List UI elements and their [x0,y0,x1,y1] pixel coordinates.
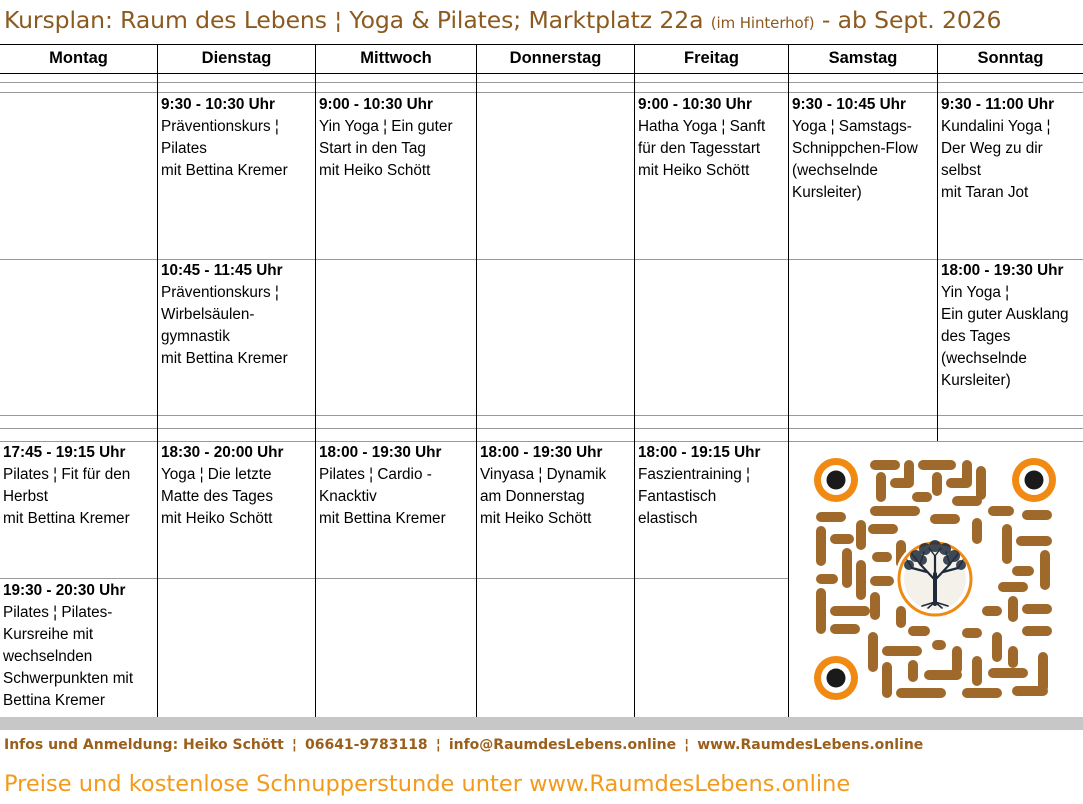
class-time: 10:45 - 11:45 Uhr [161,262,283,279]
class-text: Kundalini Yoga ¦ [941,118,1051,135]
class-time: 17:45 - 19:15 Uhr [3,444,126,461]
contact-name: Infos und Anmeldung: Heiko Schött [4,737,284,753]
class-instructor: Kursleiter) [792,184,862,201]
class-text: (wechselnde [792,162,878,179]
class-text: für den Tagesstart [638,140,761,157]
class-text: Yoga ¦ Samstags- [792,118,912,135]
class-text: des Tages [941,328,1011,345]
promo-text: Preise und kostenlose Schnupperstunde unter www.RaumdesLebens.online [4,771,851,797]
class-text: wechselnden [3,648,93,665]
class-text: Pilates [161,140,207,157]
contact-info [4,737,923,753]
class-text: Pilates ¦ Cardio - [319,466,432,483]
class-instructor: mit Heiko Schött [319,162,431,179]
day-header-tuesday: Dienstag [201,49,272,67]
class-text: Pilates ¦ Pilates- [3,604,113,621]
class-entry [161,94,288,182]
class-entry [161,442,283,530]
class-time: 18:00 - 19:15 Uhr [638,444,761,461]
column-divider [315,44,316,717]
separator: ¦ [684,737,690,753]
class-text: Ein guter Ausklang [941,306,1069,323]
class-instructor: mit Bettina Kremer [3,510,130,527]
class-entry [941,94,1054,204]
class-time: 19:30 - 20:30 Uhr [3,582,126,599]
class-text: Schnippchen-Flow [792,140,918,157]
class-text: (wechselnde [941,350,1027,367]
class-instructor: mit Heiko Schött [638,162,750,179]
class-time: 9:00 - 10:30 Uhr [638,96,752,113]
day-header-saturday: Samstag [828,49,898,67]
class-entry [480,442,606,530]
class-text: Yin Yoga ¦ [941,284,1010,301]
class-text: Knacktiv [319,488,377,505]
class-instructor: Bettina Kremer [3,692,106,709]
class-text: selbst [941,162,981,179]
class-text: Start in den Tag [319,140,426,157]
class-time: 18:30 - 20:00 Uhr [161,444,284,461]
row-divider [0,82,1083,83]
class-text: Herbst [3,488,49,505]
row-divider [0,428,1083,429]
separator: ¦ [435,737,441,753]
header-bottom-border [0,73,1083,74]
class-entry [638,442,760,530]
class-text: Präventionskurs ¦ [161,284,279,301]
class-text: Pilates ¦ Fit für den [3,466,131,483]
contact-phone[interactable]: 06641-9783118 [304,737,428,753]
header-top-border [0,44,1083,45]
table-footer-bar [0,717,1083,730]
class-entry [638,94,765,182]
row-divider [0,578,789,579]
class-text: Der Weg zu dir [941,140,1043,157]
class-text: Kursreihe mit [3,626,94,643]
class-text: Fantastisch [638,488,717,505]
class-text: Vinyasa ¦ Dynamik [480,466,607,483]
class-text: Schwerpunkten mit [3,670,134,687]
class-entry [3,580,133,712]
title-main: Kursplan: Raum des Lebens ¦ Yoga & Pilates; Marktplatz 22a [4,6,704,34]
class-instructor: Kursleiter) [941,372,1011,389]
class-text: Faszientraining ¦ [638,466,750,483]
column-divider [788,44,789,717]
class-time: 18:00 - 19:30 Uhr [941,262,1064,279]
class-instructor: mit Taran Jot [941,184,1029,201]
class-text: Präventionskurs ¦ [161,118,279,135]
class-entry [161,260,288,370]
class-instructor: mit Bettina Kremer [319,510,446,527]
class-entry [3,442,130,530]
day-header-thursday: Donnerstag [509,49,602,67]
day-header-wednesday: Mittwoch [360,49,432,67]
class-time: 18:00 - 19:30 Uhr [480,444,603,461]
day-header-friday: Freitag [683,49,739,67]
day-header-sunday: Sonntag [977,49,1044,67]
title-note: (im Hinterhof) [710,14,815,32]
class-text: Yoga ¦ Die letzte [161,466,272,483]
row-divider [0,92,1083,93]
contact-website[interactable]: www.RaumdesLebens.online [697,737,924,753]
class-instructor: mit Heiko Schött [480,510,592,527]
class-entry [319,442,446,530]
class-text: gymnastik [161,328,230,345]
day-header-monday: Montag [49,49,108,67]
page-title [4,6,1001,34]
class-instructor: mit Bettina Kremer [161,162,288,179]
class-instructor: mit Bettina Kremer [161,350,288,367]
class-entry [319,94,453,182]
qr-code-icon[interactable] [812,456,1058,702]
class-text: Wirbelsäulen- [161,306,255,323]
class-time: 9:30 - 10:45 Uhr [792,96,906,113]
class-text: Matte des Tages [161,488,273,505]
class-text: Yin Yoga ¦ Ein guter [319,118,453,135]
class-time: 9:30 - 11:00 Uhr [941,96,1055,113]
class-entry [941,260,1069,392]
class-text: Hatha Yoga ¦ Sanft [638,118,766,135]
contact-email[interactable]: info@RaumdesLebens.online [448,737,677,753]
class-instructor: mit Heiko Schött [161,510,273,527]
class-time: 18:00 - 19:30 Uhr [319,444,442,461]
row-divider [0,415,1083,416]
class-text: elastisch [638,510,698,527]
class-text: am Donnerstag [480,488,585,505]
column-divider [157,44,158,717]
separator: ¦ [291,737,297,753]
class-time: 9:00 - 10:30 Uhr [319,96,433,113]
title-tail: - ab Sept. 2026 [814,6,1002,34]
class-entry [792,94,918,204]
column-divider [937,44,938,441]
class-time: 9:30 - 10:30 Uhr [161,96,275,113]
column-divider [476,44,477,717]
column-divider [634,44,635,717]
